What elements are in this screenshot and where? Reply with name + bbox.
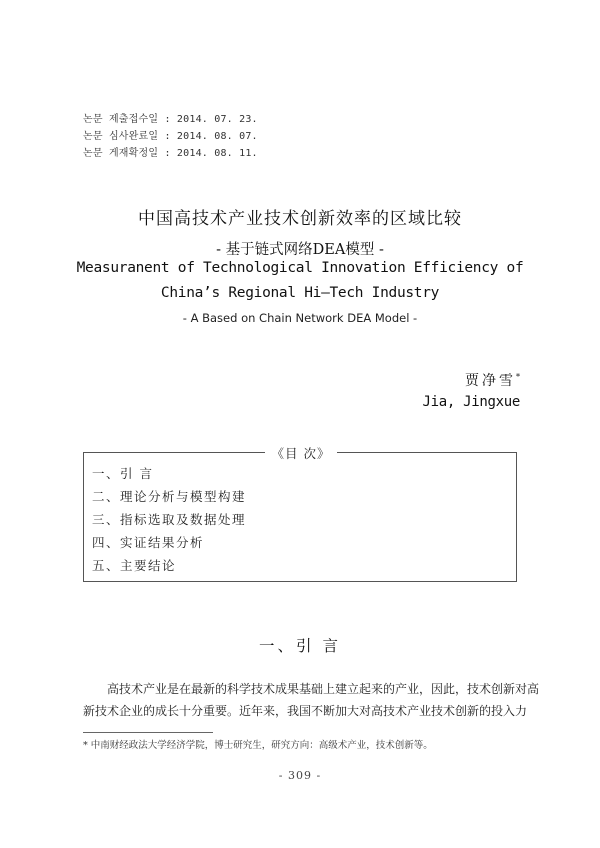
submission-date: 논문 제출접수일 : 2014. 07. 23. <box>83 114 258 125</box>
toc-title: 《目 次》 <box>265 446 338 461</box>
title-english-line1: Measuranent of Technological Innovation Efficiency of <box>76 260 524 276</box>
toc-item: 二、理论分析与模型构建 <box>92 489 247 504</box>
section-heading: 一、引 言 <box>259 637 341 655</box>
title-chinese: 中国高技术产业技术创新效率的区域比较 <box>138 209 462 229</box>
author-english: Jia, Jingxue <box>422 394 520 410</box>
title-english-line2: China’s Regional Hi—Tech Industry <box>160 285 440 301</box>
subtitle-english: - A Based on Chain Network DEA Model - <box>182 311 418 325</box>
toc-item: 一、引 言 <box>92 466 154 481</box>
toc-item: 四、实证结果分析 <box>92 535 205 550</box>
toc-item: 三、指标选取及数据处理 <box>92 512 247 527</box>
table-of-contents <box>83 446 517 582</box>
author-footnote-mark: * <box>516 372 520 382</box>
acceptance-date: 논문 게재확정일 : 2014. 08. 11. <box>83 148 258 159</box>
body-paragraph-line: 新技术企业的成长十分重要。近年来，我国不断加大对高技术产业技术创新的投入力 <box>83 704 528 718</box>
toc-title-wrapper <box>84 443 518 462</box>
subtitle-chinese: - 基于链式网络DEA模型 - <box>216 242 384 258</box>
author-chinese <box>465 370 520 390</box>
page-number: - 309 - <box>278 769 322 782</box>
footnote: * 中南财经政法大学经济学院，博士研究生，研究方向：高级术产业，技术创新等。 <box>83 740 433 751</box>
review-date: 논문 심사완료일 : 2014. 08. 07. <box>83 131 258 142</box>
toc-item: 五、主要结论 <box>92 558 177 573</box>
footnote-divider <box>83 732 213 733</box>
author-name-chinese: 贾净雪 <box>465 373 516 389</box>
body-paragraph-line: 高技术产业是在最新的科学技术成果基础上建立起来的产业，因此，技术创新对高 <box>107 682 540 696</box>
